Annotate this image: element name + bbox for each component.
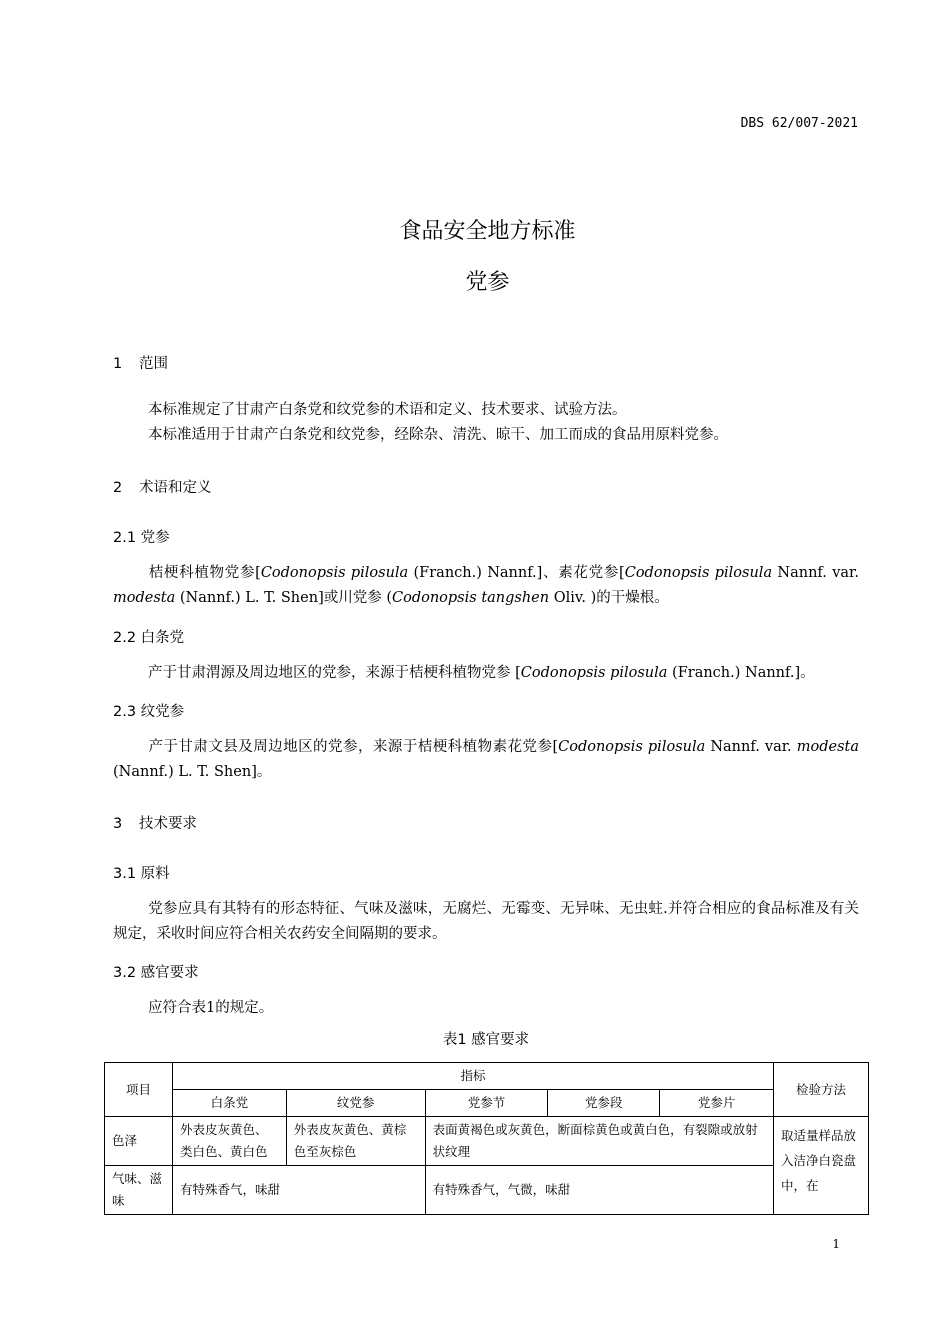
- row-item: 气味、滋味: [105, 1166, 173, 1215]
- row-item: 色泽: [105, 1117, 173, 1166]
- section-3-1-heading: 3.1 原料: [113, 866, 170, 882]
- section-1-para-1: 本标准规定了甘肃产白条党和纹党参的术语和定义、技术要求、试验方法。: [148, 402, 627, 418]
- table-cell: 表面黄褐色或灰黄色，断面棕黄色或黄白色，有裂隙或放射状纹理: [425, 1117, 773, 1166]
- section-2-1-definition: 桔梗科植物党参[Codonopsis pilosula (Franch.) Nannf.]、素花党参[Codonopsis pilosula Nannf. var. modesta (Nannf.) L. T. Shen]或川党参 (Codonopsis tangshen Oliv. )的干燥根。: [113, 565, 859, 606]
- section-3-heading: 3 技术要求: [113, 816, 197, 832]
- section-2-heading: 2 术语和定义: [113, 480, 212, 496]
- section-2-3-definition: 产于甘肃文县及周边地区的党参，来源于桔梗科植物素花党参[Codonopsis pilosula Nannf. var. modesta (Nannf.) L. T. Shen]。: [113, 739, 859, 780]
- header-item: 项目: [105, 1063, 173, 1117]
- section-2-2-heading: 2.2 白条党: [113, 630, 185, 646]
- col-header: 党参片: [660, 1090, 774, 1117]
- standard-code: DBS 62/007-2021: [740, 116, 858, 131]
- section-1-para-2: 本标准适用于甘肃产白条党和纹党参，经除杂、清洗、晾干、加工而成的食品用原料党参。: [148, 427, 728, 443]
- page-number: 1: [832, 1237, 840, 1251]
- table-caption: 表1 感官要求: [442, 1032, 530, 1048]
- header-method: 检验方法: [774, 1063, 869, 1117]
- document-title: 食品安全地方标准: [399, 219, 576, 244]
- col-header: 党参节: [425, 1090, 548, 1117]
- sensory-requirements-table: [104, 1062, 869, 1215]
- table-row: [105, 1166, 869, 1215]
- table-cell: 外表皮灰黄色、黄棕色至灰棕色: [286, 1117, 425, 1166]
- section-1-heading: 1 范围: [113, 356, 168, 372]
- col-header: 纹党参: [286, 1090, 425, 1117]
- section-2-1-heading: 2.1 党参: [113, 530, 170, 546]
- section-2-3-heading: 2.3 纹党参: [113, 704, 185, 720]
- table-cell: 有特殊香气，气微，味甜: [425, 1166, 773, 1215]
- table-cell: 外表皮灰黄色、类白色、黄白色: [172, 1117, 286, 1166]
- col-header: 白条党: [172, 1090, 286, 1117]
- section-3-1-para: 党参应具有其特有的形态特征、气味及滋味，无腐烂、无霉变、无异味、无虫蛀.并符合相应的食品标准及有关规定，采收时间应符合相关农药安全间隔期的要求。: [113, 901, 859, 942]
- header-index: 指标: [172, 1063, 773, 1090]
- table-cell: 有特殊香气，味甜: [172, 1166, 425, 1215]
- section-3-2-heading: 3.2 感官要求: [113, 965, 199, 981]
- table-cell-method: 取适量样品放入洁净白瓷盘中，在: [774, 1117, 869, 1215]
- document-subtitle: 党参: [465, 270, 510, 295]
- section-3-2-para: 应符合表1的规定。: [148, 1000, 274, 1016]
- col-header: 党参段: [548, 1090, 660, 1117]
- table-row: [105, 1117, 869, 1166]
- section-2-2-definition: 产于甘肃渭源及周边地区的党参，来源于桔梗科植物党参 [Codonopsis pilosula (Franch.) Nannf.]。: [148, 665, 815, 681]
